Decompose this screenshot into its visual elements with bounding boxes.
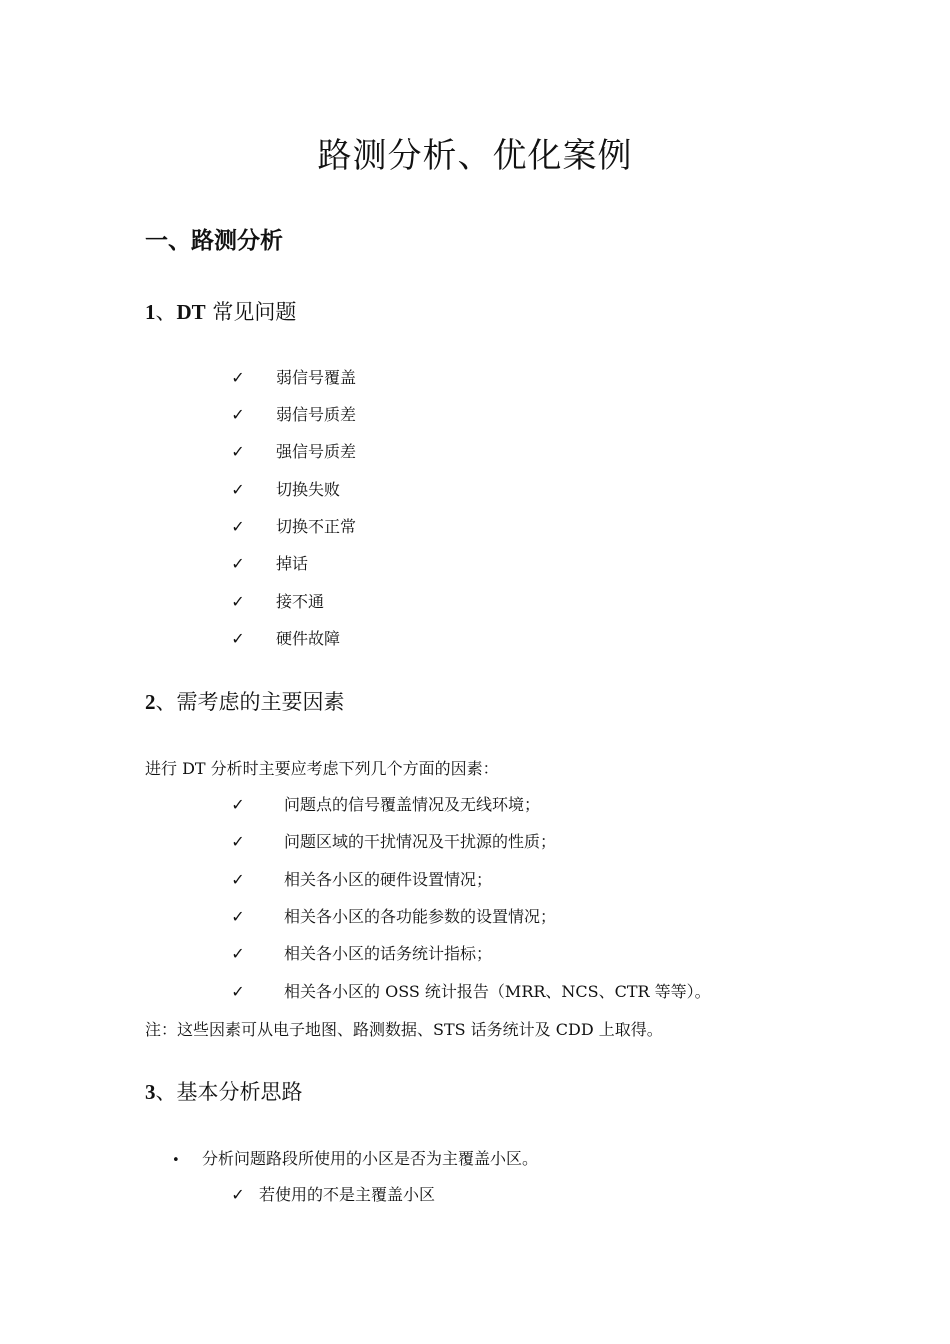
list-item [230,405,357,425]
bullet-icon: • [172,1153,180,1168]
check-icon: ✓ [231,517,245,536]
subheading-number: 1 [145,300,156,324]
list-item-text: 弱信号质差 [276,405,357,424]
bullet-item-text: 分析问题路段所使用的小区是否为主覆盖小区。 [202,1149,539,1168]
list-item-text: 若使用的不是主覆盖小区 [259,1185,436,1204]
check-icon: ✓ [231,832,245,851]
subheading-dt-label: DT [176,300,206,324]
list-item-text: 相关各小区的各功能参数的设置情况； [284,907,557,926]
check-icon: ✓ [231,480,245,499]
list-item-text: 相关各小区的硬件设置情况； [284,870,493,889]
check-icon: ✓ [231,1185,245,1204]
list-item [230,629,341,649]
check-icon: ✓ [231,554,245,573]
list-item [230,368,357,388]
list-item-text: 相关各小区的话务统计指标； [284,944,493,963]
list-item-text: 硬件故障 [276,629,341,648]
list-item [230,982,711,1002]
check-icon: ✓ [231,405,245,424]
bullet-item [172,1149,539,1171]
list-item [230,480,341,500]
check-icon: ✓ [231,629,245,648]
list-item-text: 切换不正常 [276,517,357,536]
list-item-text: 切换失败 [276,480,341,499]
list-item [230,554,309,574]
subheading-main-factors [145,686,345,716]
list-item [230,795,541,815]
list-item [230,832,557,852]
section-heading-road-test-analysis: 一、路测分析 [145,228,283,254]
check-icon: ✓ [231,982,245,1001]
list-item-text: 掉话 [276,554,309,573]
subheading-number: 3 [145,1080,156,1104]
subheading-dt-common-problems [145,296,296,326]
check-icon: ✓ [231,907,245,926]
subheading-text: 、需考虑的主要因素 [155,690,345,714]
list-item-text: 相关各小区的 OSS 统计报告（MRR、NCS、CTR 等等）。 [284,982,711,1001]
check-icon: ✓ [231,795,245,814]
list-item [230,592,325,612]
subheading-text: 、基本分析思路 [155,1080,303,1104]
subheading-separator: 、 [155,300,177,324]
subheading-basic-analysis [145,1076,303,1106]
list-item [230,944,493,964]
list-item [230,907,557,927]
list-item-text: 弱信号覆盖 [276,368,357,387]
factors-note: 注：这些因素可从电子地图、路测数据、STS 话务统计及 CDD 上取得。 [145,1020,663,1039]
check-icon: ✓ [231,442,245,461]
check-icon: ✓ [231,944,245,963]
list-item [230,442,357,462]
factors-intro-paragraph: 进行 DT 分析时主要应考虑下列几个方面的因素： [145,759,499,778]
list-item [230,870,493,890]
list-item [230,517,357,537]
subheading-text: 常见问题 [205,300,297,324]
check-icon: ✓ [231,368,245,387]
list-item-text: 强信号质差 [276,442,357,461]
subheading-number: 2 [145,690,156,714]
list-item-text: 接不通 [276,592,325,611]
check-icon: ✓ [231,870,245,889]
list-item-text: 问题点的信号覆盖情况及无线环境； [284,795,541,814]
list-item [230,1185,436,1205]
check-icon: ✓ [231,592,245,611]
list-item-text: 问题区域的干扰情况及干扰源的性质； [284,832,557,851]
document-title: 路测分析、优化案例 [317,136,633,176]
